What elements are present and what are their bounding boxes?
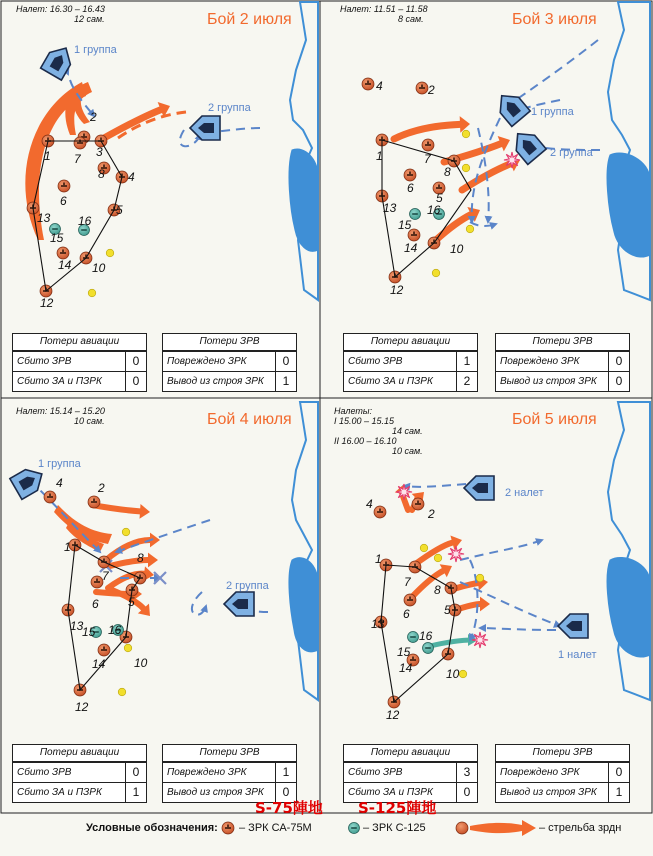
site-number-label: 14	[404, 241, 418, 255]
row-value: 2	[463, 374, 471, 388]
row-value: 0	[282, 354, 290, 368]
s75-mark	[412, 657, 414, 660]
row-value: 0	[132, 374, 140, 388]
panel-title: Бой 4 июля	[207, 411, 292, 428]
raid-info: Налет: 11.51 – 11.58	[340, 4, 428, 14]
row-value: 1	[132, 785, 140, 799]
site-number-label: 8	[137, 551, 144, 565]
site-number-label: 10	[134, 656, 148, 670]
s75-mark	[421, 85, 423, 88]
s75-mark	[47, 138, 49, 141]
raid-info: 8 сам.	[398, 14, 424, 24]
fire-arrow	[92, 505, 140, 511]
s75-site-icon	[416, 82, 428, 94]
table-title: Потери авиации	[344, 334, 477, 351]
row-value: 3	[463, 765, 471, 779]
s75-mark	[409, 172, 411, 175]
s75-mark	[407, 174, 413, 176]
s75-mark	[411, 234, 417, 236]
legend-site	[456, 822, 468, 834]
s75-mark	[453, 158, 455, 161]
row-label: Вывод из строя ЗРК	[496, 372, 609, 391]
s75-mark	[415, 503, 421, 505]
row-label: Повреждено ЗРК	[496, 763, 609, 782]
raid-info: 14 сам.	[392, 426, 423, 436]
s75-mark	[367, 81, 369, 84]
panel-2-sites	[362, 78, 464, 297]
s75-mark	[101, 649, 107, 651]
s75-mark	[227, 825, 229, 828]
aa-gun-icon	[432, 269, 440, 277]
hit-burst-icon	[504, 152, 520, 168]
panel-title: Бой 5 июля	[512, 411, 597, 428]
s75-mark	[438, 185, 440, 188]
s75-mark	[225, 827, 231, 829]
raid-info: I 15.00 – 15.15	[334, 416, 395, 426]
site-number-label: 16	[108, 623, 122, 637]
p3-zrv-losses	[162, 744, 297, 803]
flight-path	[510, 40, 598, 104]
site-number-label: 16	[78, 214, 92, 228]
s75-site-icon	[88, 496, 100, 508]
site-number-label: 7	[102, 569, 109, 583]
site-number-label: 4	[56, 476, 63, 490]
raid-info: 12 сам.	[74, 14, 105, 24]
s75-mark	[407, 599, 413, 601]
s125-mark	[412, 213, 418, 214]
annotation-s75: S-75陣地	[255, 799, 323, 817]
s125-site-icon	[349, 823, 360, 834]
p4-zrv-losses	[495, 744, 630, 803]
aa-gun-icon	[434, 554, 442, 562]
raid-info: II 16.00 – 16.10	[334, 436, 397, 446]
s125-mark	[81, 229, 87, 230]
annotation-s125: S-125陣地	[358, 799, 437, 817]
row-value: 0	[132, 354, 140, 368]
fire-arrow	[430, 640, 472, 646]
s75-site-icon	[362, 78, 374, 90]
s75-mark	[419, 87, 425, 89]
group-label: 1 группа	[38, 458, 81, 470]
s125-site-icon	[423, 643, 434, 654]
row-label: Сбито ЗА и ПЗРК	[344, 372, 457, 391]
site-number-label: 2	[428, 507, 435, 521]
raid-info: Налет: 16.30 – 16.43	[16, 4, 105, 14]
panel-1-sites	[27, 110, 135, 310]
row-label: Повреждено ЗРК	[496, 352, 609, 371]
site-number-label: 13	[37, 211, 51, 225]
row-value: 1	[282, 374, 290, 388]
row-label: Сбито ЗРВ	[344, 352, 457, 371]
panel-4-sites	[366, 497, 461, 722]
table-title: Потери ЗРВ	[163, 334, 296, 351]
fire-arrow-head	[140, 504, 150, 519]
raid-info: Налет: 15.14 – 15.20	[16, 406, 105, 416]
s75-mark	[103, 647, 105, 650]
table-title: Потери авиации	[13, 334, 146, 351]
legend-s75: – ЗРК СА-75М	[239, 822, 312, 834]
s75-mark	[427, 142, 429, 145]
aircraft-group-icon	[41, 42, 77, 80]
row-value: 0	[282, 785, 290, 799]
fire-arrow-head	[148, 553, 158, 568]
group-label: 2 группа	[550, 147, 593, 159]
aa-gun-icon	[88, 289, 96, 297]
group-label: 2 группа	[208, 102, 251, 114]
p1-aviation-losses	[12, 333, 147, 392]
aa-gun-icon	[124, 644, 132, 652]
s75-mark	[74, 542, 76, 545]
site-number-label: 4	[366, 497, 373, 511]
aa-gun-icon	[466, 225, 474, 233]
aa-gun-icon	[106, 249, 114, 257]
aa-gun-icon	[462, 130, 470, 138]
site-number-label: 7	[74, 152, 81, 166]
p2-zrv-losses	[495, 333, 630, 392]
s75-mark	[100, 138, 102, 141]
s75-mark	[379, 509, 381, 512]
group-label: 2 группа	[226, 580, 269, 592]
legend-title: Условные обозначения:	[86, 822, 218, 834]
s75-mark	[91, 501, 97, 503]
site-number-label: 7	[424, 152, 431, 166]
s75-mark	[365, 83, 371, 85]
site-number-label: 8	[444, 165, 451, 179]
s75-site-icon	[58, 180, 70, 192]
row-value: 0	[615, 765, 623, 779]
s75-mark	[385, 562, 387, 565]
s75-mark	[450, 585, 452, 588]
s75-mark	[47, 496, 53, 498]
row-label: Вывод из строя ЗРК	[496, 783, 609, 802]
s125-mark	[351, 827, 357, 828]
site-number-label: 6	[92, 597, 99, 611]
legend-s125: – ЗРК С-125	[363, 822, 426, 834]
group-label: 1 группа	[74, 44, 117, 56]
site-number-label: 12	[390, 283, 404, 297]
site-number-label: 5	[128, 595, 135, 609]
s75-site-icon	[44, 491, 56, 503]
row-label: Повреждено ЗРК	[163, 352, 276, 371]
site-number-label: 1	[375, 552, 382, 566]
row-value: 0	[615, 354, 623, 368]
site-number-label: 2	[98, 481, 105, 495]
defense-zone-outline	[381, 565, 455, 702]
row-value: 1	[463, 354, 471, 368]
p4-aviation-losses	[343, 744, 478, 803]
site-number-label: 13	[70, 619, 84, 633]
s75-site-icon	[404, 594, 416, 606]
aircraft-group-icon	[464, 476, 494, 500]
aircraft-group-icon	[224, 592, 254, 616]
s75-mark	[77, 142, 83, 144]
site-number-label: 2	[90, 110, 97, 124]
site-number-label: 14	[58, 258, 72, 272]
s75-mark	[96, 579, 98, 582]
p3-aviation-losses	[12, 744, 147, 803]
row-label: Повреждено ЗРК	[163, 763, 276, 782]
aa-gun-icon	[476, 574, 484, 582]
s75-site-icon	[374, 506, 386, 518]
site-number-label: 16	[419, 629, 433, 643]
site-number-label: 3	[96, 145, 103, 159]
hit-burst-icon	[448, 546, 464, 562]
s75-mark	[139, 575, 141, 578]
table-title: Потери авиации	[13, 745, 146, 762]
group-label: 1 группа	[531, 106, 574, 118]
row-value: 0	[615, 374, 623, 388]
s75-site-icon	[422, 139, 434, 151]
row-value: 1	[282, 765, 290, 779]
site-number-label: 7	[404, 575, 411, 589]
table-title: Потери ЗРВ	[163, 745, 296, 762]
row-label: Сбито ЗА и ПЗРК	[13, 783, 126, 802]
s75-mark	[436, 187, 442, 189]
s75-mark	[414, 564, 416, 567]
site-number-label: 6	[60, 194, 67, 208]
s75-mark	[93, 499, 95, 502]
raid-info: 10 сам.	[392, 446, 423, 456]
site-number-label: 5	[436, 191, 443, 205]
aa-gun-icon	[122, 528, 130, 536]
s75-mark	[83, 134, 85, 137]
p1-zrv-losses	[162, 333, 297, 392]
site-number-label: 14	[92, 657, 106, 671]
flight-path	[480, 628, 556, 630]
aircraft-group-icon	[190, 116, 220, 140]
fire-arrow	[104, 110, 161, 138]
row-label: Вывод из строя ЗРК	[163, 783, 276, 802]
site-number-label: 15	[50, 231, 64, 245]
s75-mark	[63, 183, 65, 186]
s75-mark	[60, 252, 66, 254]
s75-mark	[409, 597, 411, 600]
site-number-label: 8	[434, 583, 441, 597]
fire-arrow	[414, 543, 452, 565]
group-label: 1 налет	[558, 649, 597, 661]
site-number-label: 13	[383, 201, 397, 215]
s75-site-icon	[222, 822, 234, 834]
s75-site-icon	[404, 169, 416, 181]
legend-fire: – стрельба зрдн	[539, 822, 622, 834]
row-value: 0	[132, 765, 140, 779]
fire-arrow-head	[480, 597, 490, 612]
aa-gun-icon	[459, 670, 467, 678]
table-title: Потери авиации	[344, 745, 477, 762]
row-value: 0	[463, 785, 471, 799]
s75-mark	[61, 185, 67, 187]
site-number-label: 8	[98, 167, 105, 181]
site-number-label: 1	[64, 540, 71, 554]
s75-mark	[377, 511, 383, 513]
legend-arrow	[470, 820, 536, 836]
site-number-label: 13	[371, 617, 385, 631]
site-number-label: 1	[376, 149, 383, 163]
s75-mark	[94, 581, 100, 583]
s75-site-icon	[98, 644, 110, 656]
site-number-label: 14	[399, 661, 413, 675]
flight-path	[470, 222, 496, 226]
site-number-label: 5	[116, 203, 123, 217]
site-number-label: 16	[427, 203, 441, 217]
site-number-label: 15	[82, 625, 96, 639]
panel-title: Бой 3 июля	[512, 11, 597, 28]
panel-title: Бой 2 июля	[207, 11, 292, 28]
row-label: Сбито ЗА и ПЗРК	[344, 783, 457, 802]
s75-mark	[413, 232, 415, 235]
row-value: 1	[615, 785, 623, 799]
raid-info: Налеты:	[334, 406, 373, 416]
aircraft-group-icon	[558, 614, 588, 638]
s75-mark	[425, 144, 431, 146]
raid-info: 10 сам.	[74, 416, 105, 426]
site-number-label: 5	[444, 603, 451, 617]
site-number-label: 12	[40, 296, 54, 310]
row-label: Сбито ЗА и ПЗРК	[13, 372, 126, 391]
aa-gun-icon	[118, 688, 126, 696]
s75-mark	[417, 501, 419, 504]
site-number-label: 10	[446, 667, 460, 681]
site-number-label: 15	[398, 218, 412, 232]
flight-path	[460, 540, 542, 560]
row-label: Сбито ЗРВ	[13, 763, 126, 782]
s125-mark	[410, 636, 416, 637]
table-title: Потери ЗРВ	[496, 334, 629, 351]
s75-mark	[49, 494, 51, 497]
flight-path	[192, 592, 206, 615]
fire-arrow	[394, 124, 460, 139]
s75-mark	[103, 559, 105, 562]
site-number-label: 15	[397, 645, 411, 659]
aa-gun-icon	[420, 544, 428, 552]
group-label: 2 налет	[505, 487, 544, 499]
site-number-label: 6	[403, 607, 410, 621]
flight-path	[470, 560, 478, 640]
site-number-label: 10	[450, 242, 464, 256]
site-number-label: 12	[75, 700, 89, 714]
s125-mark	[425, 647, 431, 648]
hit-burst-icon	[472, 632, 488, 648]
site-number-label: 4	[128, 170, 135, 184]
aa-gun-icon	[462, 164, 470, 172]
site-number-label: 12	[386, 708, 400, 722]
site-number-label: 1	[44, 149, 51, 163]
table-title: Потери ЗРВ	[496, 745, 629, 762]
s75-mark	[62, 250, 64, 253]
legend-fire-icon	[456, 820, 536, 836]
s125-mark	[52, 228, 58, 229]
s125-site-icon	[408, 632, 419, 643]
site-number-label: 10	[92, 261, 106, 275]
s75-site-icon	[412, 498, 424, 510]
p2-aviation-losses	[343, 333, 478, 392]
row-label: Сбито ЗРВ	[344, 763, 457, 782]
site-number-label: 6	[407, 181, 414, 195]
s75-mark	[381, 137, 383, 140]
row-label: Вывод из строя ЗРК	[163, 372, 276, 391]
s75-site-icon	[74, 137, 86, 149]
flight-path	[404, 484, 466, 487]
site-number-label: 2	[428, 83, 435, 97]
site-number-label: 4	[376, 79, 383, 93]
hit-burst-icon	[396, 484, 412, 500]
row-label: Сбито ЗРВ	[13, 352, 126, 371]
